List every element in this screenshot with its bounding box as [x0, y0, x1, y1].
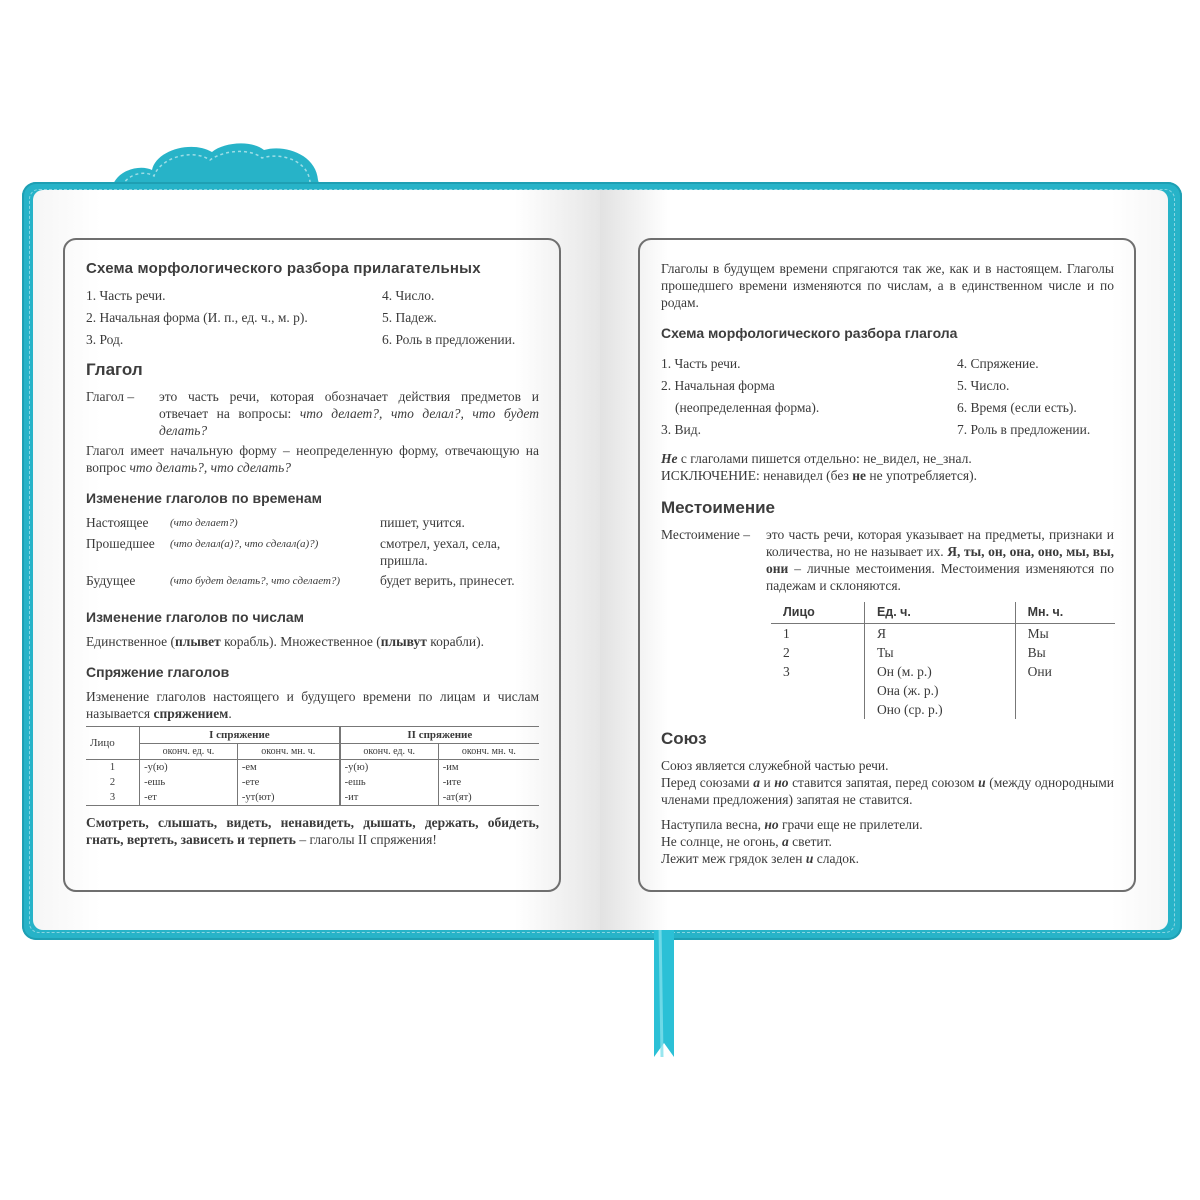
verb-def-text: это часть речи, которая обозначает действия предметов и отвечает на вопросы: — [159, 389, 539, 421]
adj-scheme-title: Схема морфологического разбора прилагательных — [86, 260, 481, 277]
verb-scheme-title: Схема морфологического разбора глагола — [661, 325, 958, 341]
table-row: 2 -ешь -ете -ешь -ите — [86, 775, 539, 790]
tense-name: Настоящее — [86, 515, 149, 530]
table-row: 3 -ет -ут(ют) -ит -ат(ят) — [86, 790, 539, 806]
ne-rule: Не с глаголами пишется отдельно: не_видел, не_знал. — [661, 451, 972, 466]
tense-example: смотрел, уехал, села, пришла. — [380, 536, 501, 568]
tense-table — [86, 514, 539, 593]
conj-sub-header: оконч. мн. ч. — [438, 744, 539, 760]
list-item: 7. Роль в предложении. — [957, 422, 1091, 437]
conj-sub-header: оконч. ед. ч. — [140, 744, 238, 760]
conj-header-2: II спряжение — [340, 727, 539, 744]
pron-header-pl: Мн. ч. — [1015, 602, 1115, 624]
ne-exception: ИСКЛЮЧЕНИЕ: ненавидел (без не не употребляется). — [661, 468, 977, 483]
list-item: 2. Начальная форма — [661, 378, 775, 393]
table-row: 3 Он (м. р.) Они — [771, 662, 1115, 681]
verb-initial-form: Глагол имеет начальную форму – неопределенную форму, отвечающую на вопрос что делать?, что сделать? — [86, 443, 539, 475]
tense-question: (что делал(а)?, что сделал(а)?) — [170, 538, 319, 550]
tense-title: Изменение глаголов по временам — [86, 490, 322, 506]
table-row: 1 Я Мы — [771, 624, 1115, 644]
union-example-1: Наступила весна, но грачи еще не прилетели. — [661, 817, 923, 832]
pron-header-sg: Ед. ч. — [864, 602, 1015, 624]
union-text-1: Союз является служебной частью речи. — [661, 758, 889, 773]
list-item: 5. Падеж. — [382, 310, 437, 325]
union-text-2: Перед союзами а и но ставится запятая, перед союзом и (между однородными членами предложения) запятая не ставится. — [661, 775, 1114, 807]
union-title: Союз — [661, 729, 707, 748]
conj-header-1: I спряжение — [140, 727, 340, 744]
list-item: 5. Число. — [957, 378, 1010, 393]
pron-header-face: Лицо — [771, 602, 864, 624]
union-example-3: Лежит меж грядок зелен и сладок. — [661, 851, 859, 866]
list-item: 4. Число. — [382, 288, 435, 303]
pronoun-definition: Местоимение – это часть речи, которая указывает на предметы, признаки и количества, но не называет их. Я, ты, он, она, оно, мы, вы, они – личные местоимения. Местоимения изменяются по падежам и склоняются. — [661, 527, 1114, 593]
verb-title: Глагол — [86, 360, 143, 379]
tense-name: Прошедшее — [86, 536, 155, 551]
list-item: 3. Род. — [86, 332, 124, 347]
tense-name: Будущее — [86, 573, 136, 588]
list-item: 3. Вид. — [661, 422, 701, 437]
left-content-frame — [63, 238, 561, 892]
tense-example: пишет, учится. — [380, 515, 465, 530]
list-item: 6. Время (если есть). — [957, 400, 1077, 415]
number-text: Единственное (плывет корабль). Множественное (плывут корабли). — [86, 634, 484, 649]
union-example-2: Не солнце, не огонь, а светит. — [661, 834, 832, 849]
bookmark-ribbon — [652, 925, 676, 1057]
verb-scheme-list — [661, 355, 1114, 438]
right-content-frame — [638, 238, 1136, 892]
conj-exceptions: Смотреть, слышать, видеть, ненавидеть, дышать, держать, обидеть, гнать, вертеть, зависеть и терпеть – глаголы II спряжения! — [86, 815, 539, 847]
conj-sub-header: оконч. ед. ч. — [340, 744, 439, 760]
number-title: Изменение глаголов по числам — [86, 609, 305, 625]
list-item: 1. Часть речи. — [661, 356, 741, 371]
conj-text: Изменение глаголов настоящего и будущего времени по лицам и числам называется спряжением. — [86, 689, 539, 721]
list-item: 6. Роль в предложении. — [382, 332, 516, 347]
tense-example: будет верить, принесет. — [380, 573, 515, 588]
conj-title: Спряжение глаголов — [86, 664, 230, 680]
pronoun-title: Местоимение — [661, 498, 775, 517]
conj-sub-header: оконч. мн. ч. — [237, 744, 339, 760]
adj-scheme-list — [86, 287, 539, 348]
verb-definition — [86, 388, 539, 439]
table-row: 2 Ты Вы — [771, 643, 1115, 662]
tense-question: (что делает?) — [170, 517, 238, 529]
table-row: Она (ж. р.) — [771, 681, 1115, 700]
table-row: 1 -у(ю) -ем -у(ю) -им — [86, 760, 539, 776]
list-item: 4. Спряжение. — [957, 356, 1039, 371]
conj-face-header: Лицо — [86, 727, 140, 760]
tense-question: (что будет делать?, что сделает?) — [170, 575, 341, 587]
verb-def-questions: что делает?, что делал?, что будет делать? — [159, 406, 539, 438]
conjugation-table — [86, 726, 539, 806]
future-tense-text: Глаголы в будущем времени спрягаются так же, как и в настоящем. Глаголы прошедшего времени изменяются по числам, а в единственном числе и по родам. — [661, 261, 1114, 310]
pronoun-term: Местоимение – — [661, 527, 750, 542]
table-row: Оно (ср. р.) — [771, 700, 1115, 719]
list-item: 1. Часть речи. — [86, 288, 166, 303]
list-item: (неопределенная форма). — [675, 400, 820, 415]
list-item: 2. Начальная форма (И. п., ед. ч., м. р). — [86, 310, 308, 325]
verb-term: Глагол – — [86, 389, 135, 404]
pronoun-table — [771, 602, 1115, 719]
